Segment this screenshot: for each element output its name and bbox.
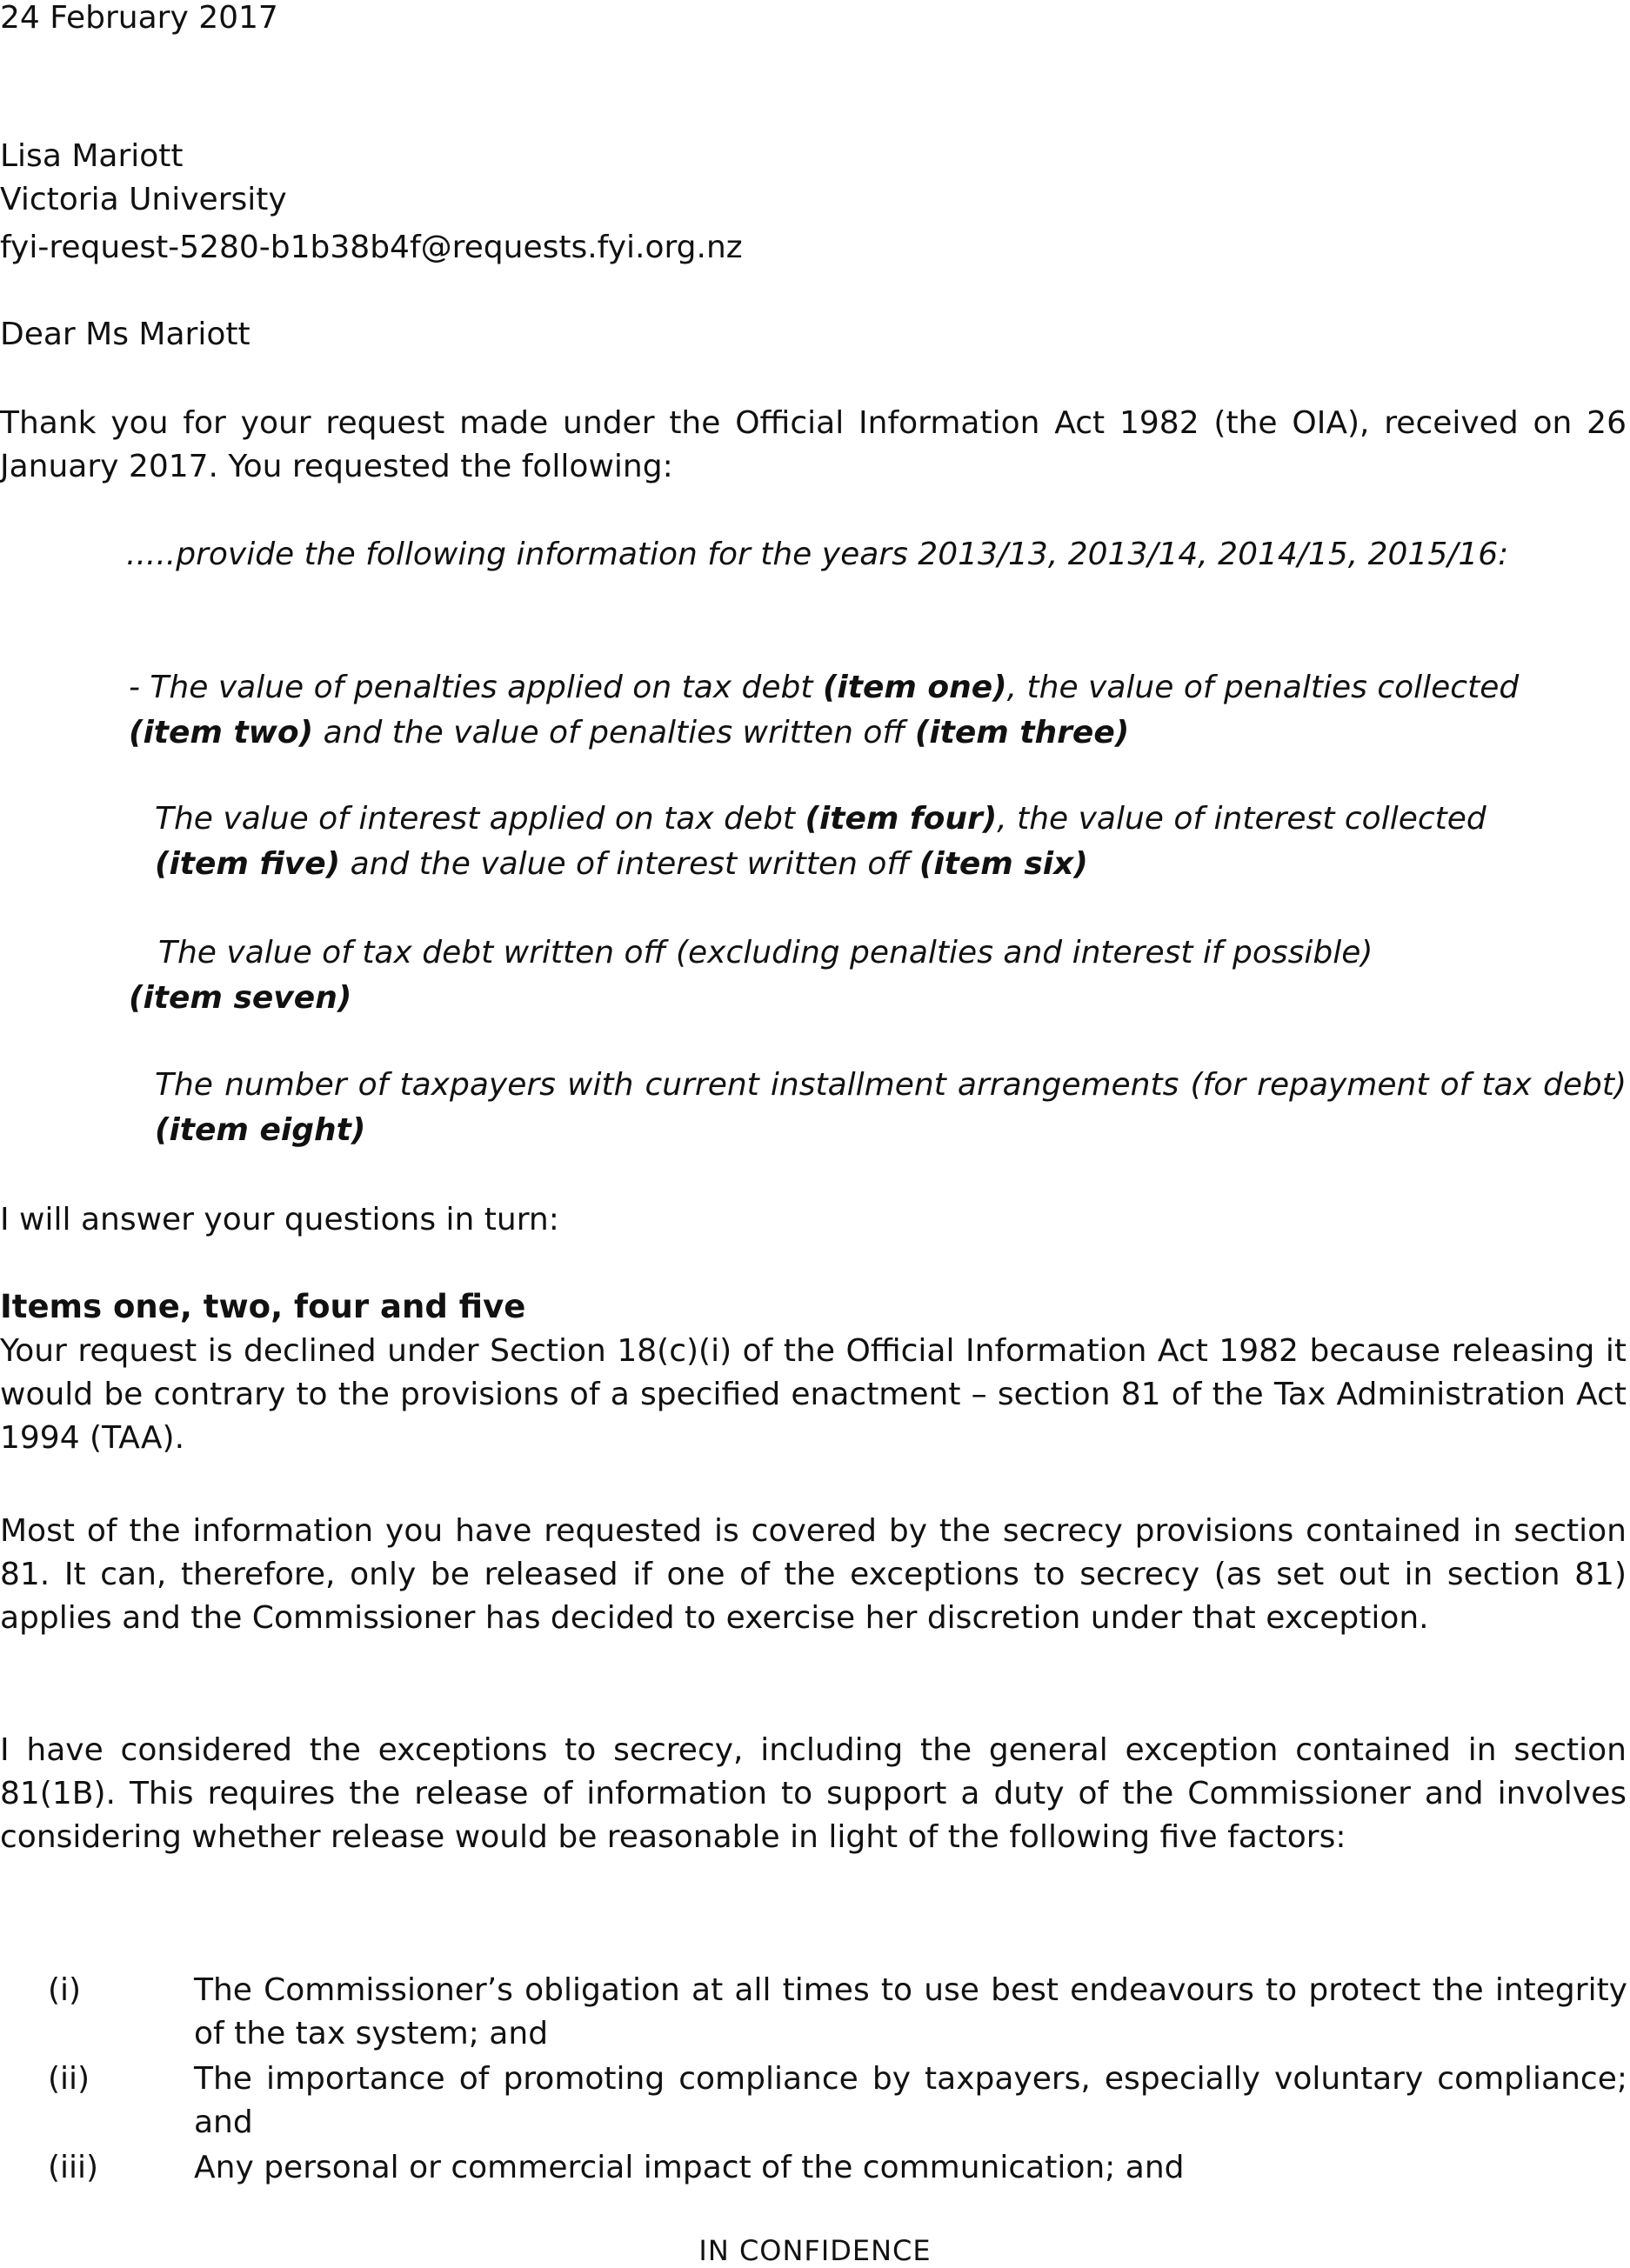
request-item-interest: [155, 797, 1573, 887]
item-five-label: (item five): [155, 846, 341, 882]
item-two-label: (item two): [129, 715, 314, 750]
request-item-penalties: [129, 665, 1573, 756]
factor-number: (iii): [48, 2150, 99, 2185]
request-item-installments-text: The number of taxpayers with current installment arrangements (for repayment of tax debt): [155, 1067, 1627, 1103]
recipient-name: Lisa Mariott: [0, 138, 184, 174]
request-item-interest-text-c: , the value of interest collected: [997, 801, 1486, 837]
request-item-penalties-text-c: , the value of penalties collected: [1006, 670, 1520, 705]
request-item-installments: [155, 1063, 1627, 1153]
request-item-penalties-text-a: - The value of penalties applied on tax debt: [129, 670, 823, 705]
factor-number: (ii): [48, 2061, 90, 2097]
recipient-organisation: Victoria University: [0, 182, 287, 217]
confidentiality-footer: IN CONFIDENCE: [698, 2234, 932, 2267]
factor-number: (i): [48, 1972, 82, 2008]
decline-paragraph: Your request is declined under Section 18(c)(i) of the Official Information Act 1982 because releasing it would be contrary to the provisions of a specified enactment – section 81 of the Tax Administration Act 1994 (TAA).: [0, 1333, 1627, 1456]
item-three-label: (item three): [914, 715, 1130, 750]
item-four-label: (item four): [805, 801, 998, 837]
factor-text: The importance of promoting compliance by taxpayers, especially voluntary compliance; and: [194, 2061, 1627, 2140]
item-six-label: (item six): [919, 846, 1088, 882]
recipient-email: fyi-request-5280-b1b38b4f@requests.fyi.org.nz: [0, 230, 743, 265]
item-seven-label: (item seven): [129, 980, 352, 1016]
answer-intro: I will answer your questions in turn:: [0, 1202, 559, 1237]
factor-text: The Commissioner’s obligation at all times to use best endeavours to protect the integrity of the tax system; and: [194, 1972, 1627, 2051]
item-one-label: (item one): [822, 670, 1007, 705]
factor-text: Any personal or commercial impact of the communication; and: [194, 2150, 1185, 2185]
secrecy-paragraph: Most of the information you have requested is covered by the secrecy provisions contained in section 81. It can, therefore, only be released if one of the exceptions to secrecy (as set out in section 81) applies and the Commissioner has decided to exercise her discretion under that exception.: [0, 1513, 1627, 1636]
request-lead: .....provide the following information for the years 2013/13, 2013/14, 2014/15, 2015/16:: [126, 537, 1509, 572]
section-heading: Items one, two, four and five: [0, 1288, 526, 1325]
request-item-interest-text-a: The value of interest applied on tax debt: [155, 801, 805, 837]
item-eight-label: (item eight): [155, 1112, 366, 1148]
request-item-debt-written-off: The value of tax debt written off (excluding penalties and interest if possible): [158, 935, 1373, 971]
request-item-interest-text-e: and the value of interest written off: [340, 846, 919, 882]
salutation: Dear Ms Mariott: [0, 317, 251, 352]
intro-paragraph: Thank you for your request made under the Official Information Act 1982 (the OIA), received on 26 January 2017. You requested the following:: [0, 405, 1627, 484]
exceptions-paragraph: I have considered the exceptions to secrecy, including the general exception contained in section 81(1B). This requires the release of information to support a duty of the Commissioner and involves considering whether release would be reasonable in light of the following five factors:: [0, 1732, 1627, 1855]
letter-date: 24 February 2017: [0, 0, 278, 36]
request-item-penalties-text-e: and the value of penalties written off: [313, 715, 915, 750]
